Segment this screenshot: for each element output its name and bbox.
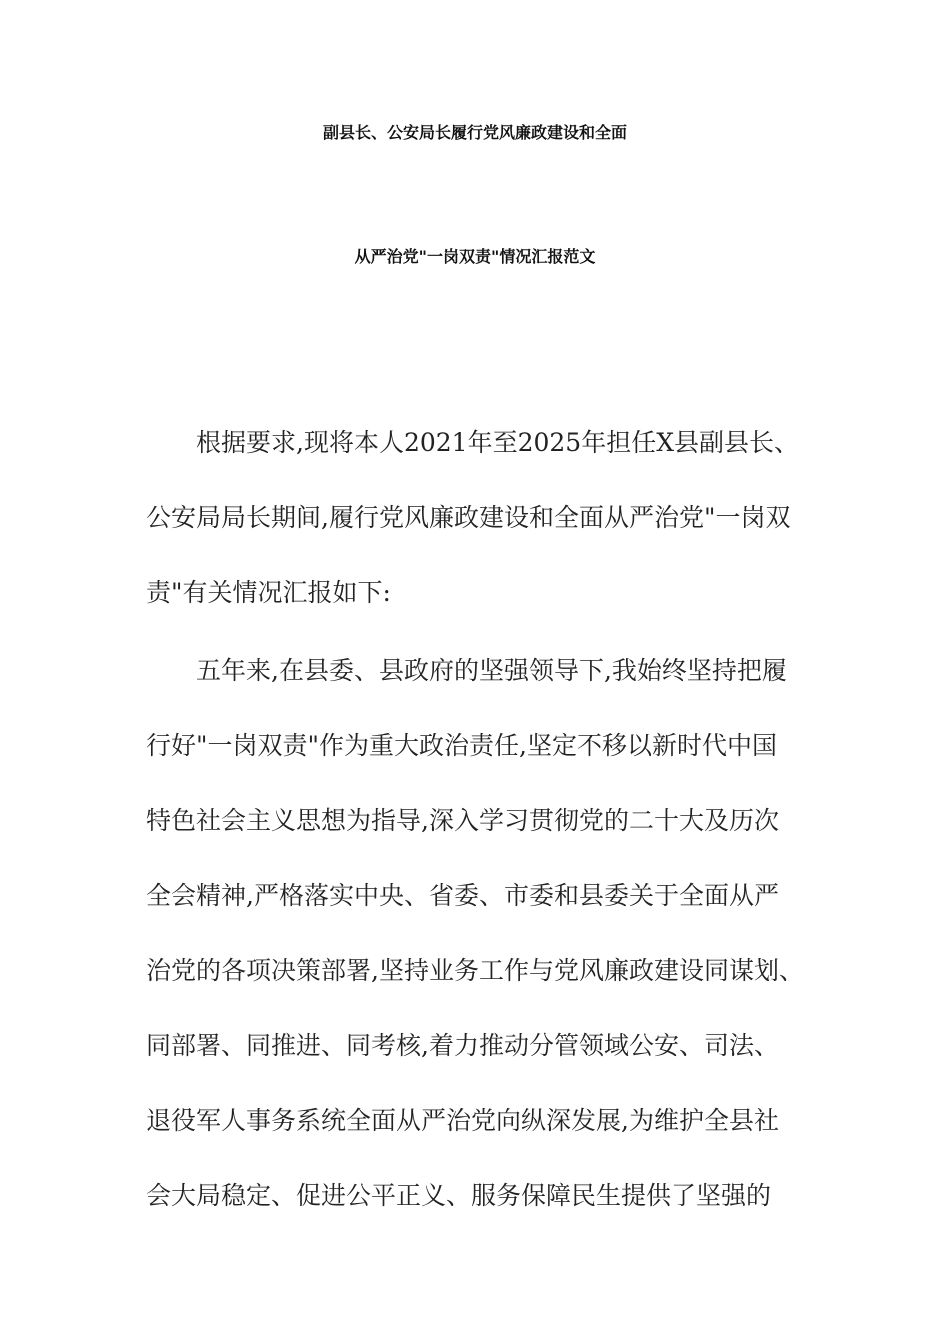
paragraph-2-line-6: 同部署、同推进、同考核,着力推动分管领域公安、司法、 bbox=[146, 1031, 779, 1060]
paragraph-2-line-7: 退役军人事务系统全面从严治党向纵深发展,为维护全县社 bbox=[146, 1106, 779, 1135]
document-title-line-1: 副县长、公安局长履行党风廉政建设和全面 bbox=[322, 123, 627, 142]
paragraph-2-line-5: 治党的各项决策部署,坚持业务工作与党风廉政建设同谋划、 bbox=[146, 956, 804, 985]
paragraph-2-line-8: 会大局稳定、促进公平正义、服务保障民生提供了坚强的 bbox=[146, 1181, 772, 1210]
paragraph-2-line-4: 全会精神,严格落实中央、省委、市委和县委关于全面从严 bbox=[146, 881, 779, 910]
paragraph-1-line-3: 责"有关情况汇报如下: bbox=[146, 578, 391, 607]
document-title-line-2: 从严治党"一岗双责"情况汇报范文 bbox=[354, 247, 596, 266]
paragraph-1-line-2: 公安局局长期间,履行党风廉政建设和全面从严治党"一岗双 bbox=[146, 503, 791, 532]
paragraph-2-line-2: 行好"一岗双责"作为重大政治责任,坚定不移以新时代中国 bbox=[146, 731, 777, 760]
paragraph-2-line-1: 五年来,在县委、县政府的坚强领导下,我始终坚持把履 bbox=[196, 656, 787, 685]
paragraph-1-line-1: 根据要求,现将本人2021年至2025年担任X县副县长、 bbox=[196, 428, 799, 457]
paragraph-2-line-3: 特色社会主义思想为指导,深入学习贯彻党的二十大及历次 bbox=[146, 806, 779, 835]
